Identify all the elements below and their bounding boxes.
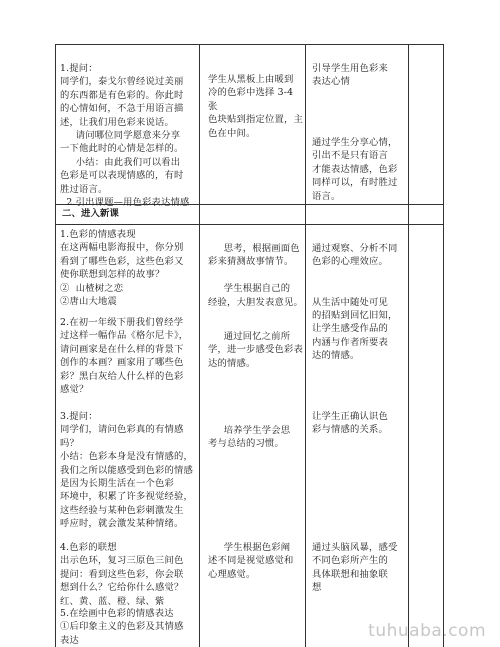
intro-teacher-activity: 1.提问： 同学们，泰戈尔曾经说过美丽 的东西都是有色彩的。你此时 的心情如何，不急于用语言描 述，让我们用色彩来说话。 请问哪位同学愿意来分享 一下他此时的心情是怎样的。 小结：由此我们可以看出 色彩是可以表现情感的，有时 胜过语言。 2.引出课题—用色彩表达情感: [60, 63, 190, 209]
student-activity: 思考，根据画面色 彩来猜测故事情节。 学生根据自己的 经验，大胆发表意见。: [208, 243, 303, 308]
section-heading: 二、进入新课: [62, 208, 119, 219]
design-purpose: 通过头脑风暴，感受 不同色彩所产生的 具体联想和抽象联 想: [312, 542, 398, 594]
column-divider: [408, 44, 409, 647]
intro-design-purpose: 引导学生用色彩来 表达心情: [312, 63, 388, 88]
teacher-activity: 1.色彩的情感表现 在这两幅电影海报中，你分别 看到了哪些色彩，这些色彩又 使你联想到怎样的故事？ ② 山楂树之恋 ②唐山大地震: [60, 229, 184, 308]
design-purpose: 让学生正确认识色 彩与情感的关系。: [312, 411, 388, 436]
row-divider: [55, 224, 443, 225]
intro-design-purpose: 通过学生分享心情， 引出不是只有语言 才能表达情感，色彩 同样可以，有时胜过 语言。: [312, 137, 398, 202]
teacher-activity: 3.提问： 同学们，请问色彩真的有情感 吗？ 小结：色彩本身是没有情感的， 我们之所以能感受到色彩的情感 是因为长期生活在一个色彩 环境中，积累了许多视觉经验， 这些经验与某种色彩刺激发生 呼应时，就会激发某种情绪。: [60, 411, 193, 530]
student-activity: 通过回忆之前所 学，进一步感受色彩表 达的情感。: [208, 331, 303, 369]
teacher-activity: 2.在初一年级下册我们曾经学 过这样一幅作品《格尔尼卡》， 请问画家是在什么样的背景下 创作的本画？画家用了哪些色 彩？黑白灰给人什么样的色彩 感觉？: [60, 317, 189, 396]
student-activity: 学生根据色彩阐 述不同是视觉感觉和 心理感觉。: [208, 542, 294, 580]
table-border-right: [443, 44, 444, 647]
watermark: tuhuaba.com: [368, 621, 486, 641]
teacher-activity: 5.在绘画中色彩的情感表达 ①后印象主义的色彩及其情感 表达: [60, 608, 184, 646]
design-purpose: 通过观察、分析不同 色彩的心理效应。 从生活中随处可见 的招贴到回忆旧知， 让学生感受作品的 内涵与作者所要表 达的情感。: [312, 243, 398, 362]
column-divider: [305, 44, 306, 647]
student-activity: 培养学生学会思 考与总结的习惯。: [208, 425, 291, 450]
teacher-activity: 4.色彩的联想 出示色环，复习三原色三间色 提问：看到这些色彩，你会联 想到什么？它给你什么感觉？ 红、黄、蓝、橙、绿、紫: [60, 542, 184, 607]
table-border-left: [55, 44, 56, 647]
table-border-top: [55, 44, 443, 45]
intro-student-activity: 学生从黑板上由暖到 冷的色彩中选择 3-4 张 色块贴到指定位置，主 色在中间。: [208, 74, 303, 139]
